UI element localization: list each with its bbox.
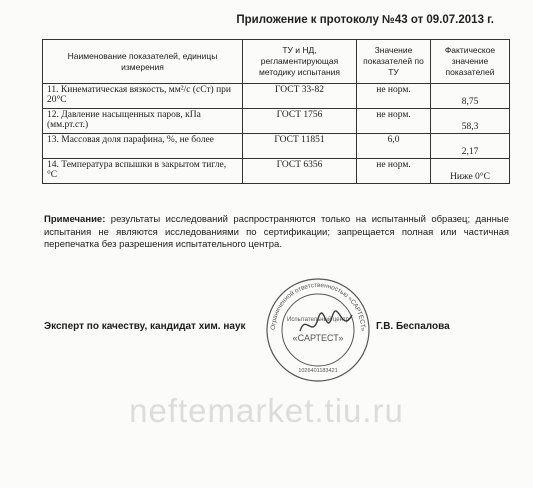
row-norm: 6,0 xyxy=(357,134,431,159)
row-name: 14. Температура вспышки в закрытом тигле, °С xyxy=(43,159,243,184)
column-header-name: Наименование показателей, единицы измерения xyxy=(43,40,243,84)
column-header-actual: Фактическое значение показателей xyxy=(431,40,510,84)
row-actual: 2,17 xyxy=(431,134,510,159)
table-row xyxy=(43,84,510,109)
row-method: ГОСТ 6356 xyxy=(243,159,357,184)
watermark-text: neftemarket.tiu.ru xyxy=(129,392,404,429)
table-row xyxy=(43,134,510,159)
table-header-row xyxy=(43,40,510,84)
table-row xyxy=(43,109,510,134)
stamp-number: 1026401183421 xyxy=(298,368,338,374)
table-row xyxy=(43,159,510,184)
signature-label: Эксперт по качеству, кандидат хим. наук xyxy=(44,321,246,332)
note-paragraph xyxy=(44,214,509,252)
stamp-outer-text: Ограниченной ответственностью «САРТЕСТ» xyxy=(269,281,367,332)
row-norm: не норм. xyxy=(357,84,431,109)
row-actual: 8,75 xyxy=(431,84,510,109)
row-name: 11. Кинематическая вязкость, мм²/с (сСт) при 20°С xyxy=(43,84,243,109)
row-method: ГОСТ 11851 xyxy=(243,134,357,159)
column-header-method: ТУ и НД, регламентирующая методику испытания xyxy=(243,40,357,84)
row-norm: не норм. xyxy=(357,159,431,184)
note-text: результаты исследований распространяются только на испытанный образец; данные испытания не являются исследованиями по сертификации; запрещается полная или частичная перепечатка без разрешения испытательного центра. xyxy=(44,214,509,250)
row-norm: не норм. xyxy=(357,109,431,134)
page-header: Приложение к протоколу №43 от 09.07.2013 г. xyxy=(236,14,494,26)
row-actual: Ниже 0°С xyxy=(431,159,510,184)
stamp-center-main: «САРТЕСТ» xyxy=(292,333,344,343)
results-table xyxy=(42,39,510,184)
row-method: ГОСТ 1756 xyxy=(243,109,357,134)
stamp-center-top: Испытательный центр xyxy=(287,317,349,323)
note-label: Примечание: xyxy=(44,214,106,225)
signature-name: Г.В. Беспалова xyxy=(376,321,450,332)
row-name: 12. Давление насыщенных паров, кПа (мм.рт.ст.) xyxy=(43,109,243,134)
row-actual: 58,3 xyxy=(431,109,510,134)
column-header-norm: Значение показателей по ТУ xyxy=(357,40,431,84)
row-method: ГОСТ 33-82 xyxy=(243,84,357,109)
handwritten-signature xyxy=(296,307,356,343)
row-name: 13. Массовая доля парафина, %, не более xyxy=(43,134,243,159)
